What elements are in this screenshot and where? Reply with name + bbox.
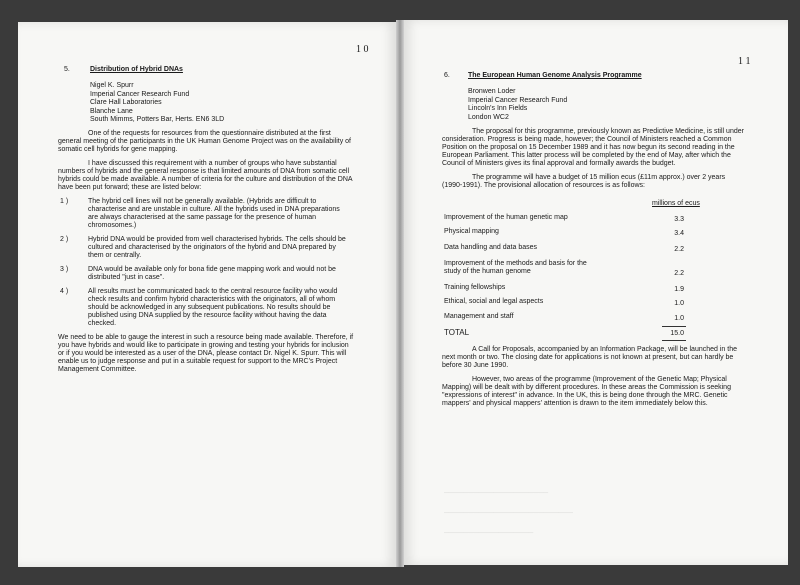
- section-title: The European Human Genome Analysis Programme: [468, 72, 642, 79]
- row-value: 1.9: [674, 286, 684, 293]
- list-item: Hybrid DNA would be provided from well characterised hybrids. The cells should be cultured and characterised by the originators of the hybrid and DNA prepared by them or centrally.: [88, 236, 346, 259]
- list-number: 4 ): [60, 288, 69, 295]
- table-row: [444, 284, 684, 291]
- paragraph: I have discussed this requirement with a number of groups who have substantial numbers of hybrids and the general response is that limited amounts of DNA from somatic cell hybrids could be made available. A number of criteria for the culture and distribution of the DNA have been put forward; these are listed below:: [58, 160, 353, 191]
- left-page: [18, 22, 396, 567]
- section-number: 5.: [64, 66, 70, 73]
- section-title: Distribution of Hybrid DNAs: [90, 66, 183, 73]
- page-number: 1 1: [738, 56, 751, 67]
- row-label: Management and staff: [444, 313, 514, 320]
- address-line: Lincoln's Inn Fields: [468, 105, 528, 112]
- total-value: 15.0: [670, 330, 684, 337]
- paragraph: A Call for Proposals, accompanied by an Information Package, will be launched in the next month or two. The closing date for applications is not known at present, but can hardly be before 30 June 1990.: [442, 346, 737, 369]
- table-row: [444, 313, 684, 320]
- address-line: Bronwen Loder: [468, 88, 516, 95]
- table-row: [444, 260, 684, 276]
- paragraph: One of the requests for resources from the questionnaire distributed at the first general meeting of the participants in the UK Human Genome Project was on the availability of somatic cell hybrids for gene mapping.: [58, 130, 351, 153]
- table-row: [444, 228, 684, 235]
- table-row: [444, 244, 684, 251]
- section-number: 6.: [444, 72, 450, 79]
- row-label: Improvement of the human genetic map: [444, 214, 568, 221]
- table-total-row: [444, 328, 684, 337]
- address-line: Imperial Cancer Research Fund: [468, 96, 568, 104]
- page-number: 1 0: [356, 44, 369, 55]
- address-line: South Mimms, Potters Bar, Herts. EN6 3LD: [90, 116, 225, 123]
- list-number: 1 ): [60, 198, 69, 205]
- paragraph: We need to be able to gauge the interest in such a resource being made available. Therefore, if you have hybrids and would like to participate in growing and testing your hybrids for inclusion or if you would be interested as a user of the DNA, please contact Dr. Nigel K. Spurr. This will enable us to judge response and put in a suitable request for support to the MRC's Project Management Committee.: [58, 334, 354, 373]
- row-label: Improvement of the methods and basis for the study of the human genome: [444, 260, 587, 275]
- total-rule: [662, 340, 686, 341]
- row-value: 1.0: [674, 315, 684, 322]
- total-rule: [662, 326, 686, 327]
- paragraph: The proposal for this programme, previously known as Predictive Medicine, is still under consideration. Progress is being made, however; the Council of Ministers reached a Common Position on the proposal on 15 December 1989 and it has now begun its second reading in the European Parliament. This latter process will be completed by the end of May, after which the Council of Ministers gives its final approval and formally awards the budget.: [442, 128, 744, 167]
- row-label: Training fellowships: [444, 284, 506, 291]
- address-line: London WC2: [468, 113, 509, 121]
- list-item: DNA would be available only for bona fide gene mapping work and would not be distributed "just in case".: [88, 266, 336, 281]
- book-gutter: [396, 20, 404, 567]
- row-label: Physical mapping: [444, 228, 499, 235]
- show-through-text: ──────────────────: [444, 530, 534, 537]
- list-item: The hybrid cell lines will not be generally available. (Hybrids are difficult to characterise and are unstable in culture. All the hybrids used in DNA preparations are always characterised at the same passage for the presence of human chromosomes.): [88, 198, 340, 229]
- table-units: millions of ecus: [652, 200, 700, 207]
- address-block: [90, 82, 224, 125]
- row-value: 2.2: [674, 246, 684, 253]
- address-line: Clare Hall Laboratories: [90, 99, 162, 106]
- list-item: All results must be communicated back to the central resource facility who would check results and confirm hybrid characteristics with the originators, all of whom should be acknowledged in any subsequent publications. No results should be published using DNA supplied by the resource facility without having the data checked.: [88, 288, 338, 327]
- address-line: Imperial Cancer Research Fund: [90, 90, 190, 98]
- row-value: 2.2: [674, 270, 684, 277]
- row-value: 3.3: [674, 216, 684, 223]
- table-row: [444, 298, 684, 305]
- address-line: Blanche Lane: [90, 107, 133, 115]
- right-page: [404, 20, 788, 565]
- row-value: 1.0: [674, 300, 684, 307]
- show-through-text: ──────────────────────────: [444, 510, 573, 517]
- row-label: Data handling and data bases: [444, 244, 538, 251]
- list-number: 2 ): [60, 236, 69, 243]
- address-block: [468, 88, 567, 122]
- total-label: TOTAL: [444, 328, 470, 337]
- paragraph: The programme will have a budget of 15 million ecus (£11m approx.) over 2 years (1990-1991). The provisional allocation of resources is as follows:: [442, 174, 726, 189]
- address-line: Nigel K. Spurr: [90, 82, 134, 89]
- show-through-text: ─────────────────────: [444, 490, 549, 497]
- table-row: [444, 214, 684, 221]
- list-number: 3 ): [60, 266, 69, 273]
- row-value: 3.4: [674, 230, 684, 237]
- paragraph: However, two areas of the programme (Improvement of the Genetic Map; Physical Mapping) will be dealt with by different procedures. In these areas the Commission is seeking "expressions of interest" in advance. In the UK, this is being done through the MRC. Genetic mappers' and physical mappers' attention is drawn to the item immediately below this.: [442, 376, 731, 407]
- row-label: Ethical, social and legal aspects: [444, 298, 544, 305]
